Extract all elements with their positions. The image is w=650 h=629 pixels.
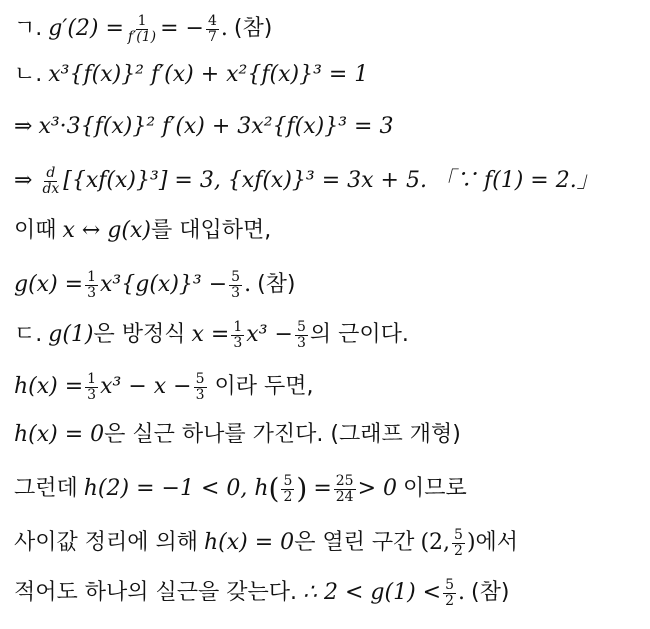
verdict-true: (참) — [257, 272, 296, 298]
implies-arrow: ⇒ — [14, 114, 33, 139]
fraction-1-over-3: $\frac{1}{3}$ — [233, 319, 243, 351]
line-3 — [14, 116, 393, 138]
derivative-operator: $\frac{d}{dx}$ — [42, 165, 60, 197]
line-10: 그런데 h(2) = −1 < 0, h ( $\frac{5}{2}$ ) = $\frac{25}{24}$ > 0 이므로 — [14, 471, 467, 505]
swap-expression: x ↔ g(x) — [62, 218, 151, 243]
line-2 — [14, 64, 368, 86]
line-1: ㄱ. g′(2) = $\frac{1}{f'(1)}$ = − $\frac{4}{7}$ . (참) — [14, 13, 273, 45]
fraction-5-over-2: $\frac{5}{2}$ — [454, 527, 463, 559]
because-note: 「∵ f(1) = 2.」 — [432, 168, 599, 194]
equation-product-rule: x³{f(x)}² f′(x) + x²{f(x)}³ = 1 — [48, 62, 369, 87]
fraction-5-over-3: $\frac{5}{3}$ — [195, 371, 205, 403]
fraction-5-over-2: $\frac{5}{2}$ — [283, 473, 293, 505]
fraction-5-over-2: $\frac{5}{2}$ — [445, 577, 455, 609]
item-label-gieok: ㄱ. — [14, 16, 43, 42]
expr-lhs: g′(2) = — [48, 16, 124, 42]
fraction-1-over-3: $\frac{1}{3}$ — [87, 371, 97, 403]
implies-arrow: ⇒ — [14, 168, 33, 194]
line-4 — [14, 166, 599, 196]
fraction-25-over-24: $\frac{25}{24}$ — [335, 473, 354, 505]
line-9: h(x) = 0 은 실근 하나를 가진다. (그래프 개형) — [14, 422, 461, 447]
expr-eq: = − — [160, 16, 204, 42]
item-label-digeut: ㄷ. — [14, 322, 43, 348]
fraction-4-over-7: $\frac{4}{7}$ — [208, 13, 217, 45]
verdict-true: (참) — [233, 16, 273, 42]
fraction-1-over-fprime1: $\frac{1}{f'(1)}$ — [127, 13, 157, 45]
fraction-1-over-3: $\frac{1}{3}$ — [87, 269, 97, 301]
line-6: g(x) = $\frac{1}{3}$ x³{g(x)}³ − $\frac{5}{3}$ . (참) — [14, 269, 296, 301]
line-12: 적어도 하나의 실근을 갖는다. ∴ 2 < g(1) < $\frac{5}{2}$ . (참) — [14, 577, 510, 609]
line-11: 사이값 정리에 의해 h(x) = 0 은 열린 구간 (2, $\frac{5}{2}$ ) 에서 — [14, 527, 519, 559]
equation-times-three: x³·3{f(x)}² f′(x) + 3x²{f(x)}³ = 3 — [38, 114, 394, 139]
line-7: ㄷ. g(1) 은 방정식 x = $\frac{1}{3}$ x³ − $\frac{5}{3}$ 의 근이다. — [14, 319, 409, 351]
line-8: h(x) = $\frac{1}{3}$ x³ − x − $\frac{5}{3}$ 이라 두면, — [14, 371, 314, 403]
line-5: 이때 x ↔ g(x) 를 대입하면, — [14, 218, 272, 243]
item-label-nieun: ㄴ. — [14, 62, 43, 87]
verdict-true: (참) — [471, 580, 510, 606]
equation-integrated: [{xf(x)}³] = 3, {xf(x)}³ = 3x + 5. — [63, 168, 427, 194]
fraction-5-over-3: $\frac{5}{3}$ — [296, 319, 306, 351]
fraction-5-over-3: $\frac{5}{3}$ — [231, 269, 241, 301]
